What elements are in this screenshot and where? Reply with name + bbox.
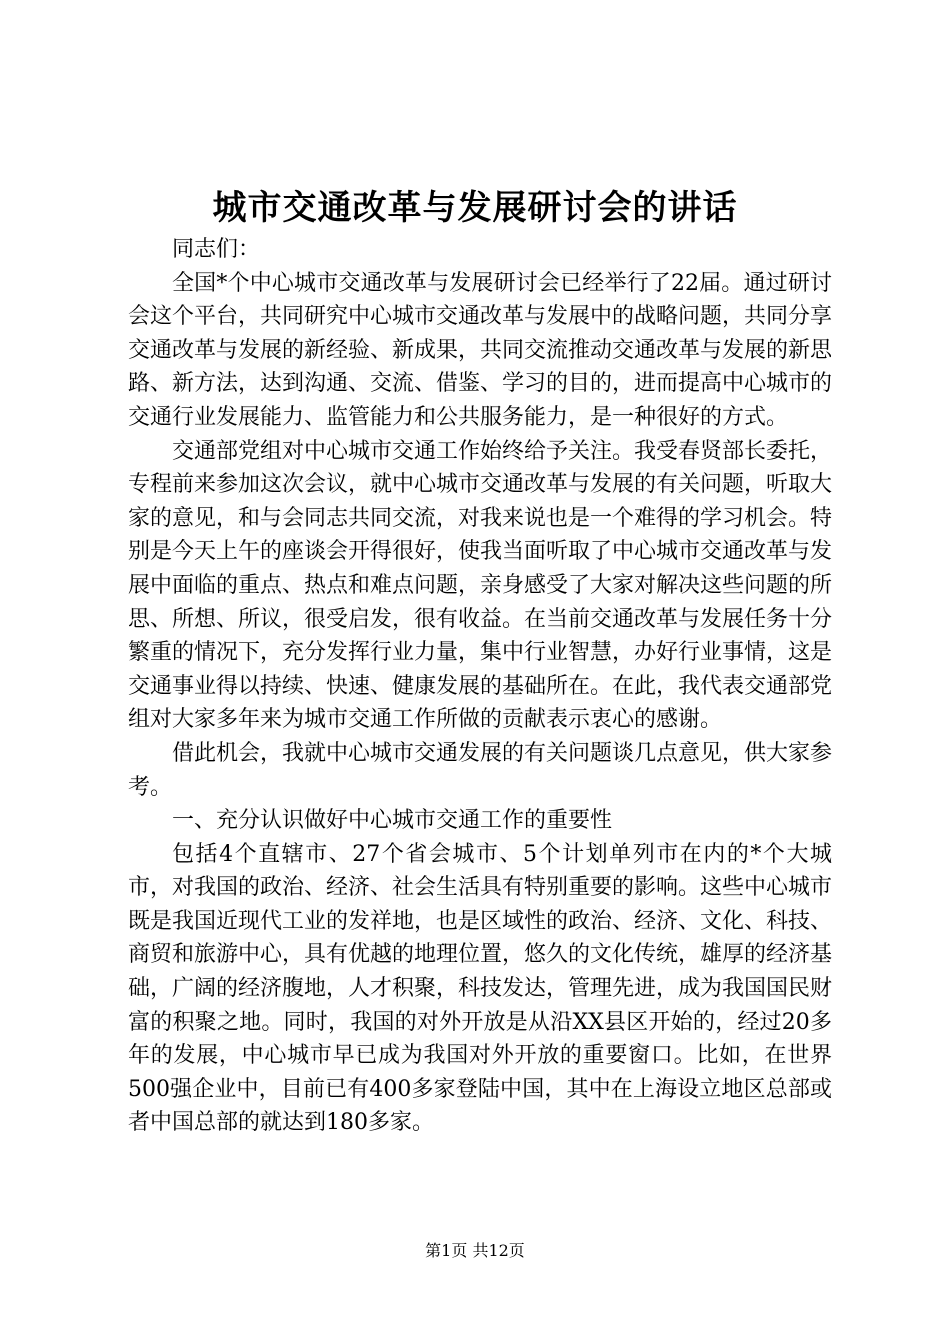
salutation-paragraph: 同志们： bbox=[172, 237, 261, 262]
page-number-footer: 第1页 共12页 bbox=[425, 1241, 525, 1260]
body-paragraph-1: 全国*个中心城市交通改革与发展研讨会已经举行了22届。通过研讨会这个平台，共同研究中心城市交通改革与发展中的战略问题，共同分享交通改革与发展的新经验、新成果，共同交流推动交通改革与发展的新思路、新方法，达到沟通、交流、借鉴、学习的目的，进而提高中心城市的交通行业发展能力、监管能力和公共服务能力，是一种很好的方式。 bbox=[128, 270, 833, 430]
body-paragraph-2: 交通部党组对中心城市交通工作始终给予关注。我受春贤部长委托，专程前来参加这次会议，就中心城市交通改革与发展的有关问题，听取大家的意见，和与会同志共同交流，对我来说也是一个难得的学习机会。特别是今天上午的座谈会开得很好，使我当面听取了中心城市交通改革与发展中面临的重点、热点和难点问题，亲身感受了大家对解决这些问题的所思、所想、所议，很受启发，很有收益。在当前交通改革与发展任务十分繁重的情况下，充分发挥行业力量，集中行业智慧，办好行业事情，这是交通事业得以持续、快速、健康发展的基础所在。在此，我代表交通部党组对大家多年来为城市交通工作所做的贡献表示衷心的感谢。 bbox=[128, 438, 833, 733]
document-body bbox=[128, 233, 832, 1140]
body-paragraph-3: 借此机会，我就中心城市交通发展的有关问题谈几点意见，供大家参考。 bbox=[128, 740, 833, 800]
body-paragraph-4: 包括4个直辖市、27个省会城市、5个计划单列市在内的*个大城市，对我国的政治、经济、社会生活具有特别重要的影响。这些中心城市既是我国近现代工业的发祥地，也是区域性的政治、经济、文化、科技、商贸和旅游中心，具有优越的地理位置，悠久的文化传统，雄厚的经济基础，广阔的经济腹地，人才积聚，科技发达，管理先进，成为我国国民财富的积聚之地。同时，我国的对外开放是从沿XX县区开始的，经过20多年的发展，中心城市早已成为我国对外开放的重要窗口。比如，在世界500强企业中，目前已有400多家登陆中国，其中在上海设立地区总部或者中国总部的就达到180多家。 bbox=[128, 841, 833, 1136]
document-title: 城市交通改革与发展研讨会的讲话 bbox=[212, 188, 738, 228]
section-heading: 一、充分认识做好中心城市交通工作的重要性 bbox=[172, 808, 613, 834]
